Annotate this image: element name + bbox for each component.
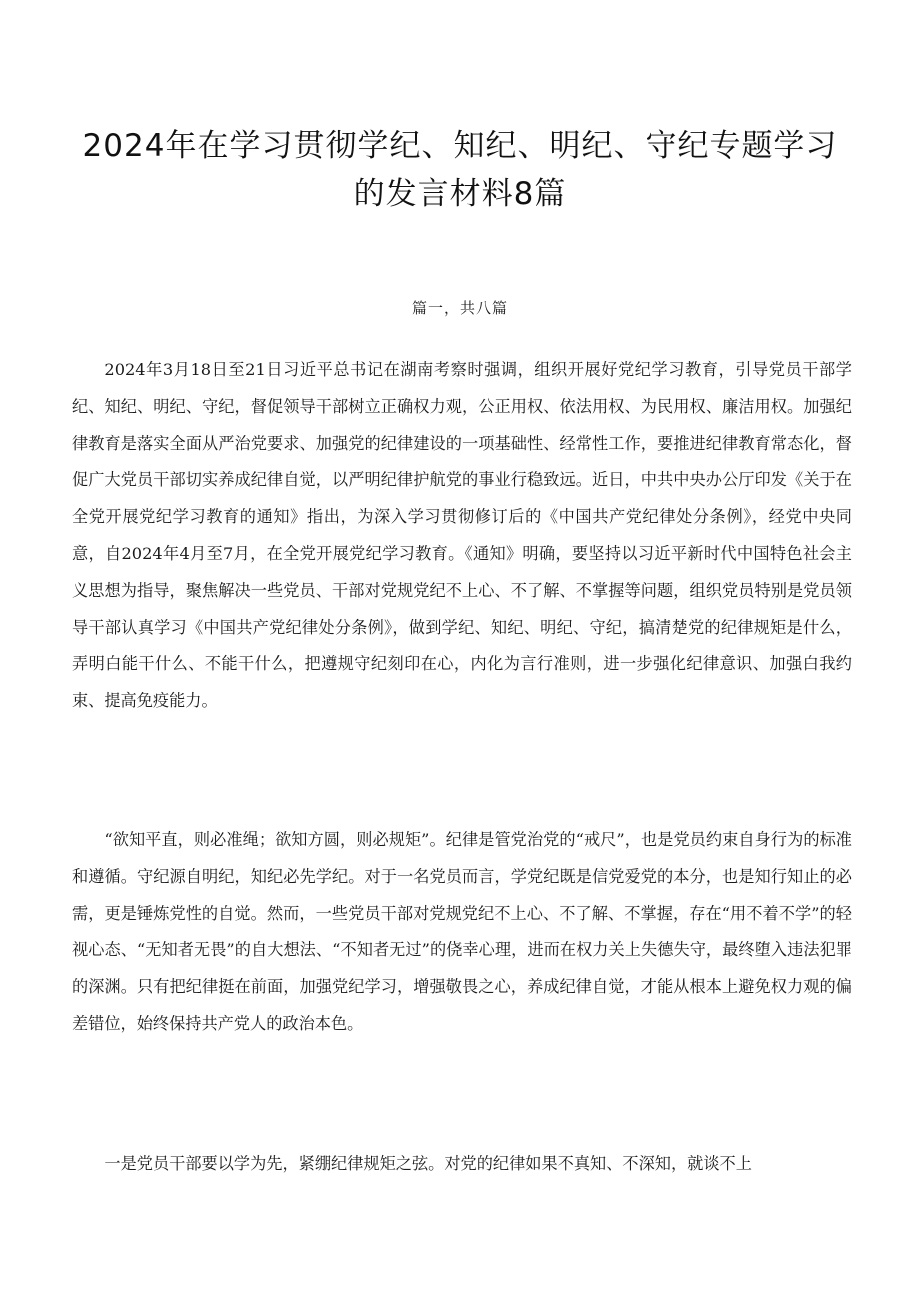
body-paragraph-3: 一是党员干部要以学为先，紧绷纪律规矩之弦。对党的纪律如果不真知、不深知，就谈不上 [104,1154,752,1173]
body-paragraph-1: 2024年3月18日至21日习近平总书记在湖南考察时强调，组织开展好党纪学习教育，引导党员干部学纪、知纪、明纪、守纪，督促领导干部树立正确权力观，公正用权、依法用权、为民用权、廉洁用权。加强纪律教育是落实全面从严治党要求、加强党的纪律建设的一项基础性、经常性工作，要推进纪律教育常态化，督促广大党员干部切实养成纪律自觉，以严明纪律护航党的事业行稳致远。近日，中共中央办公厅印发《关于在全党开展党纪学习教育的通知》指出，为深入学习贯彻修订后的《中国共产党纪律处分条例》，经党中央同意，自2024年4月至7月，在全党开展党纪学习教育。《通知》明确，要坚持以习近平新时代中国特色社会主义思想为指导，聚焦解决一些党员、干部对党规党纪不上心、不了解、不掌握等问题，组织党员特别是党员领导干部认真学习《中国共产党纪律处分条例》，做到学纪、知纪、明纪、守纪，搞清楚党的纪律规矩是什么，弄明白能干什么、不能干什么，把遵规守纪刻印在心，内化为言行准则，进一步强化纪律意识、加强白我约束、提高免疫能力。 [72,360,852,711]
document-title: 2024年在学习贯彻学纪、知纪、明纪、守纪专题学习的发言材料8篇 [82,128,838,212]
section-subheading: 篇一，共八篇 [411,299,508,317]
body-paragraph-2: “欲知平直，则必准绳；欲知方圆，则必规矩”。纪律是管党治党的“戒尺”，也是党员约束自身行为的标准和遵循。守纪源自明纪，知纪必先学纪。对于一名党员而言，学党纪既是信党爱党的本分，也是知行知止的必需，更是锤炼党性的自觉。然而，一些党员干部对党规党纪不上心、不了解、不掌握，存在“用不着不学”的轻视心态、“无知者无畏”的自大想法、“不知者无过”的侥幸心理，进而在权力关上失德失守，最终堕入违法犯罪的深渊。只有把纪律挺在前面，加强党纪学习，增强敬畏之心，养成纪律自觉，才能从根本上避免权力观的偏差错位，始终保持共产党人的政治本色。 [72,830,852,1033]
